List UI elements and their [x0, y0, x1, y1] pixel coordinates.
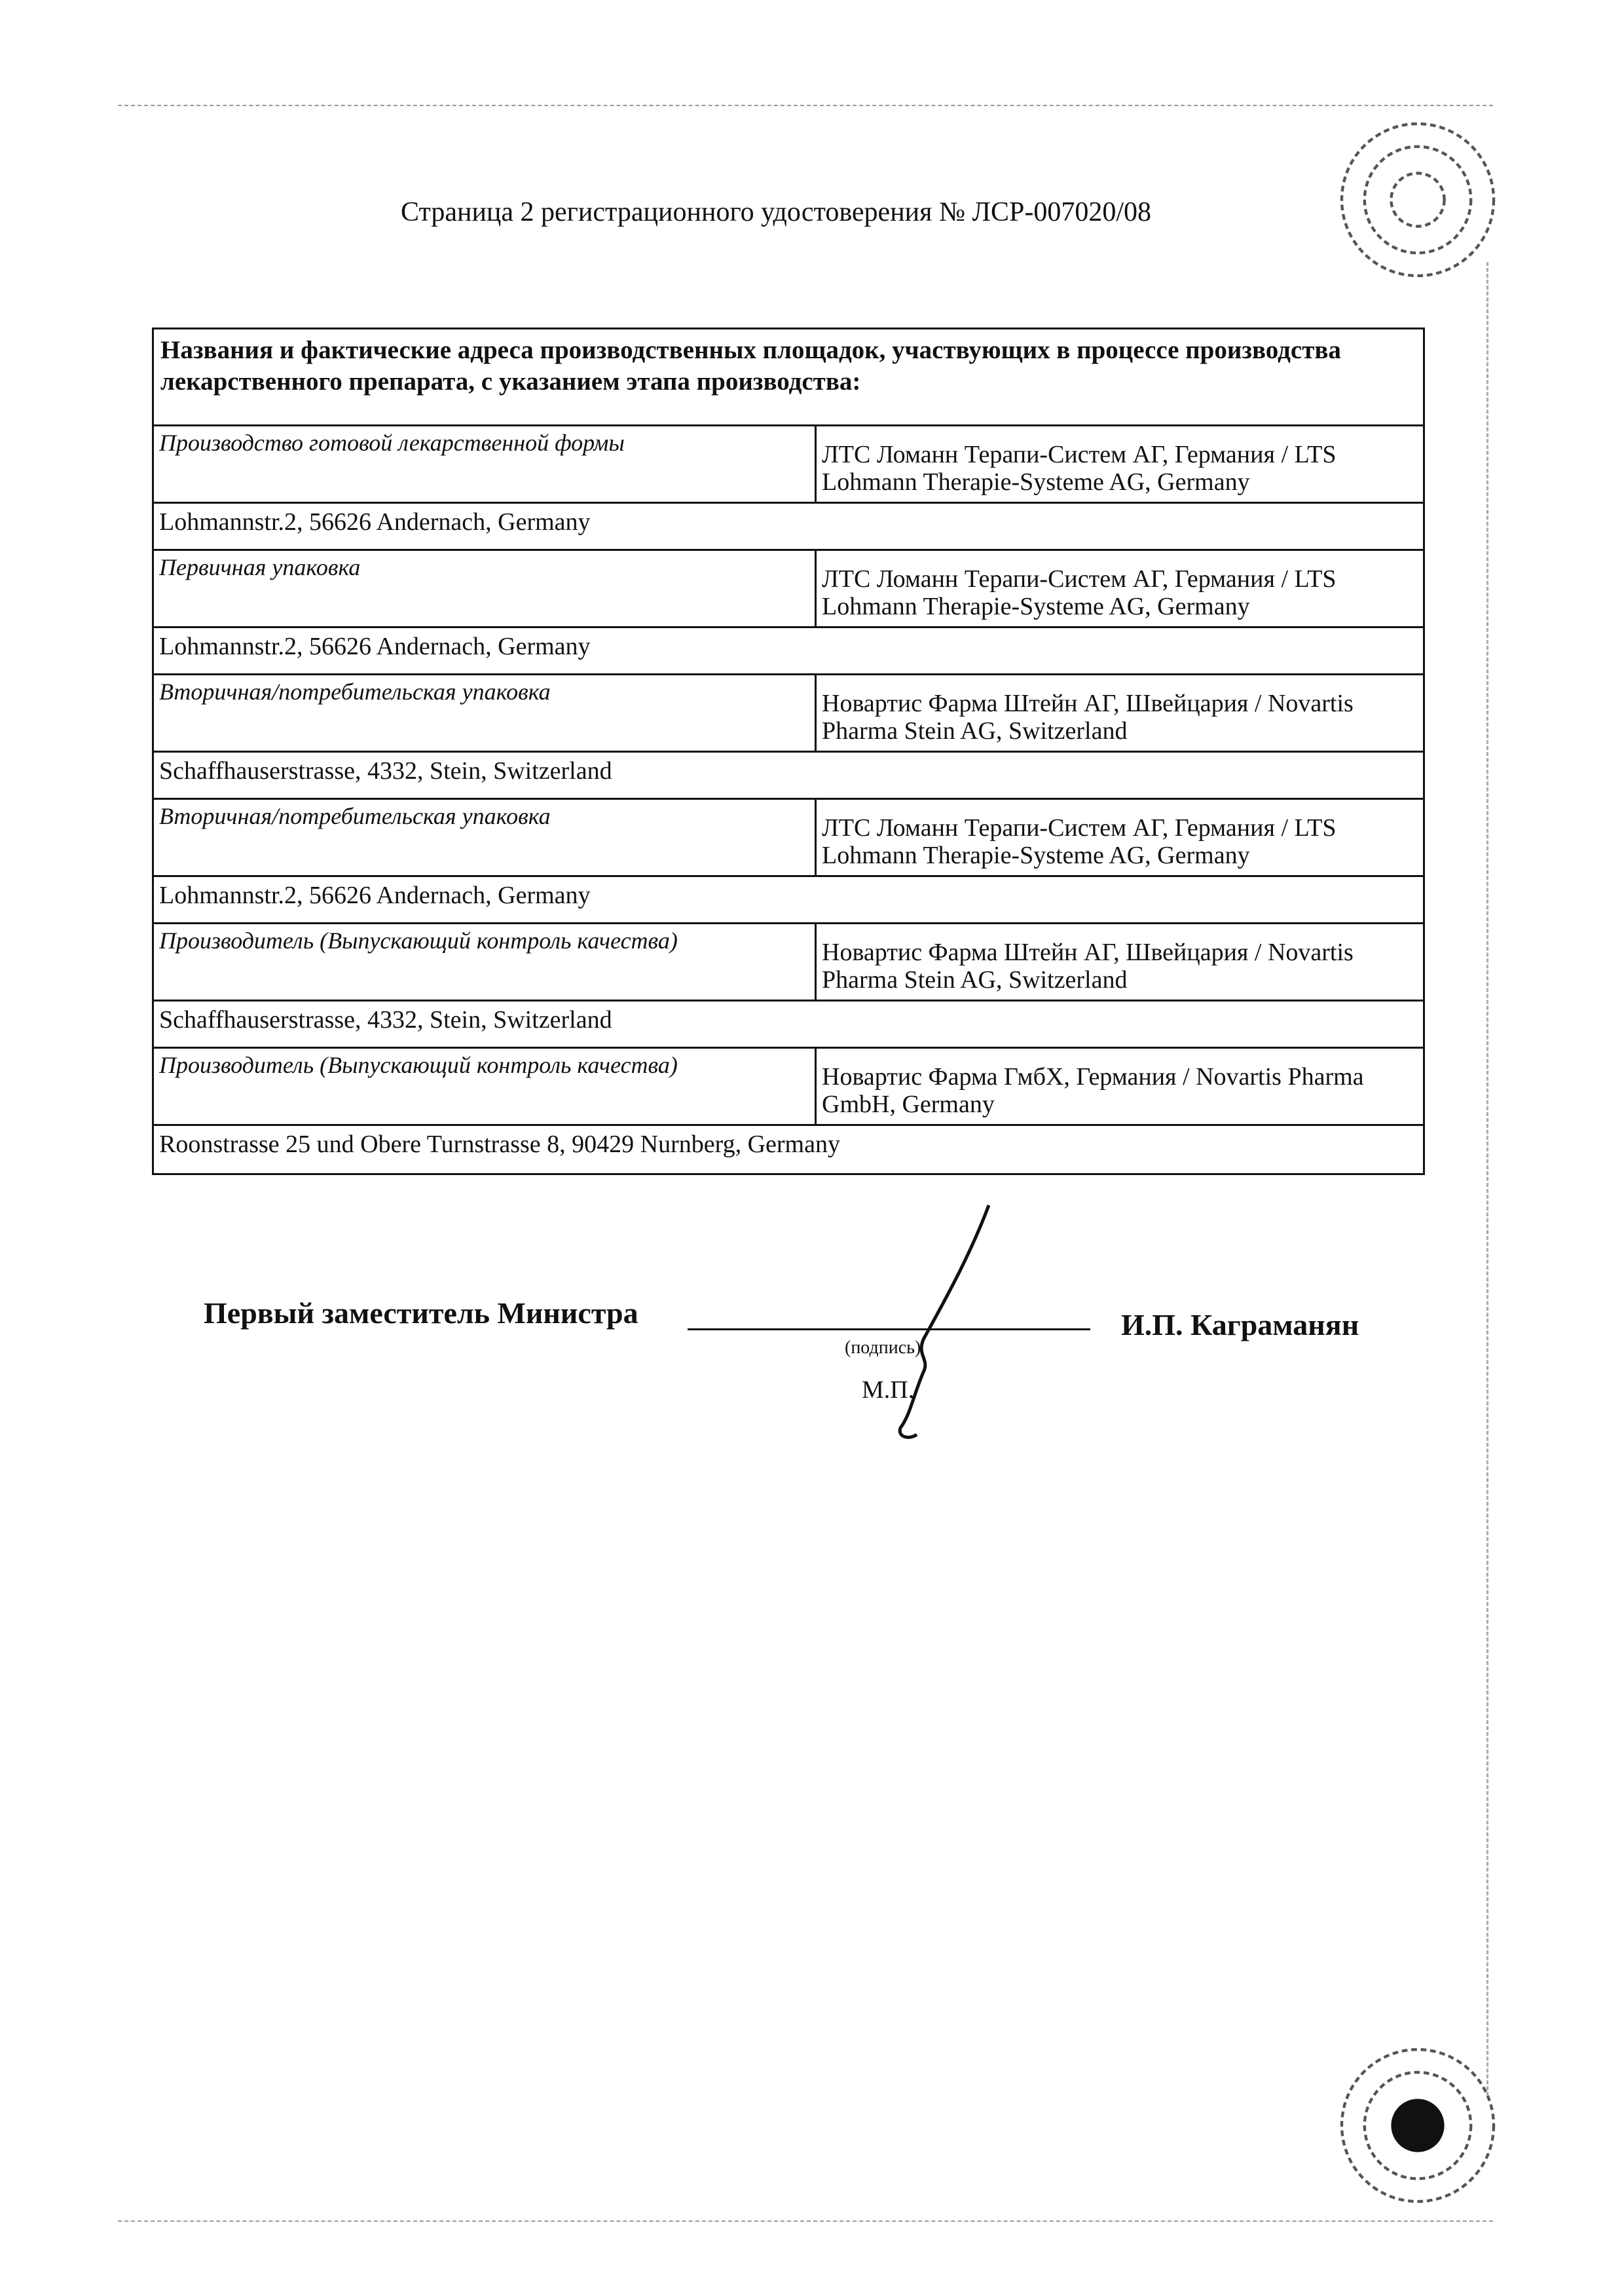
table-header: Названия и фактические адреса производственных площадок, участвующих в процессе производства лекарственного препарата, с указанием этапа производства: [154, 329, 1423, 426]
table-row-stage [154, 800, 1423, 877]
signature-caption: (подпись) [845, 1338, 921, 1358]
seal-mark: М.П. [862, 1376, 915, 1404]
corner-rosette-bottom-icon [1323, 2031, 1513, 2220]
address-row: Lohmannstr.2, 56626 Andernach, Germany [154, 504, 1423, 551]
page-border-right [1486, 262, 1488, 2096]
company-cell: ЛТС Ломанн Терапи-Систем АГ, Германия / LTS Lohmann Therapie-Systeme AG, Germany [822, 565, 1337, 620]
company-cell: Новартис Фарма Штейн АГ, Швейцария / Novartis Pharma Stein AG, Switzerland [822, 690, 1354, 745]
signatory-name: И.П. Каграманян [1121, 1308, 1359, 1341]
stage-cell: Вторичная/потребительская упаковка [154, 675, 817, 751]
table-row-stage [154, 924, 1423, 1002]
company-cell: ЛТС Ломанн Терапи-Систем АГ, Германия / LTS Lohmann Therapie-Systeme AG, Germany [822, 814, 1337, 869]
address-row: Roonstrasse 25 und Obere Turnstrasse 8, 90429 Nurnberg, Germany [159, 1131, 840, 1158]
stage-cell: Вторичная/потребительская упаковка [154, 800, 817, 875]
handwritten-signature [838, 1199, 1008, 1448]
stage-cell: Производитель (Выпускающий контроль качества) [154, 924, 817, 1000]
table-row-stage [154, 1049, 1423, 1126]
production-sites-table [152, 328, 1425, 1175]
table-row-stage [154, 426, 1423, 504]
address-row: Lohmannstr.2, 56626 Andernach, Germany [154, 877, 1423, 924]
page-title: Страница 2 регистрационного удостоверения № ЛСР-007020/08 [401, 197, 1152, 227]
page-border-bottom [118, 2220, 1493, 2222]
address-row: Schaffhauserstrasse, 4332, Stein, Switzerland [154, 1002, 1423, 1049]
company-cell: ЛТС Ломанн Терапи-Систем АГ, Германия / LTS Lohmann Therapie-Systeme AG, Germany [822, 441, 1337, 496]
corner-rosette-top-icon [1323, 105, 1513, 295]
address-row: Schaffhauserstrasse, 4332, Stein, Switzerland [154, 753, 1423, 800]
page-border-top [118, 105, 1493, 106]
signatory-role: Первый заместитель Министра [204, 1296, 638, 1330]
table-row-stage [154, 551, 1423, 628]
stage-cell: Производитель (Выпускающий контроль качества) [154, 1049, 817, 1124]
stage-cell: Первичная упаковка [154, 551, 817, 626]
stage-cell: Производство готовой лекарственной формы [154, 426, 817, 502]
company-cell: Новартис Фарма Штейн АГ, Швейцария / Novartis Pharma Stein AG, Switzerland [822, 939, 1354, 994]
table-row-stage [154, 675, 1423, 753]
company-cell: Новартис Фарма ГмбХ, Германия / Novartis Pharma GmbH, Germany [822, 1063, 1364, 1118]
address-row: Lohmannstr.2, 56626 Andernach, Germany [154, 628, 1423, 675]
